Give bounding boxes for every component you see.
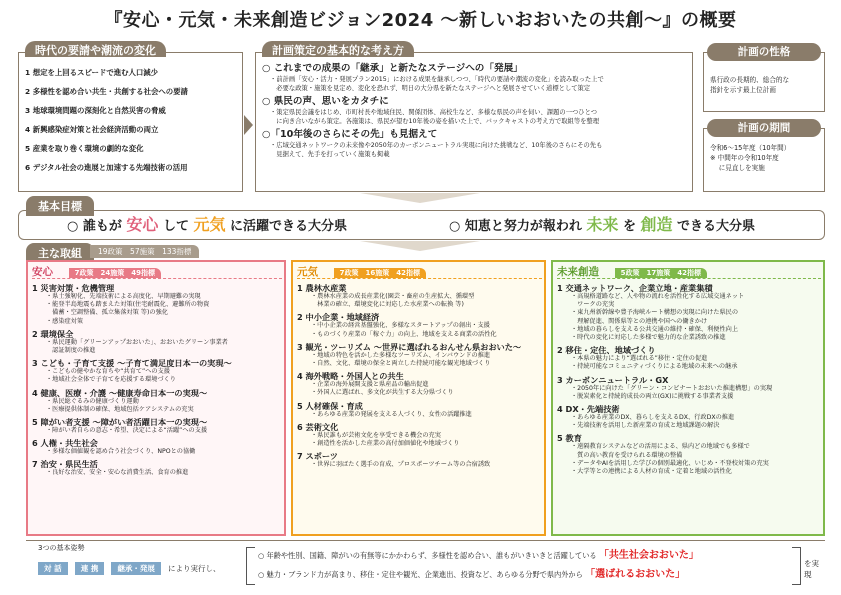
genki-item-detail: ・地域の特色を活かした多様なツーリズム、インバウンドの推進 ・自然、文化、環境の保全と両立した持続可能な観光地域づくり <box>311 351 491 368</box>
genki-item-detail: ・県民誰もが芸術文化を享受できる機会の充実 ・創造性を活かした産業の高付加価値化や地域づくり <box>311 431 460 448</box>
goal-souzou: 創造 <box>640 215 673 234</box>
nature-label: 計画の性格 <box>707 43 821 61</box>
mirai-item-detail: ・遠隔教育システムなどの活用による、県内どの地域でも多様で 質の高い教育を受けられる環境の整備 ・データやAIを活用した学びの個別最適化、いじめ・不登校対策の充実 ・大学等との連携による人材の育成・定着と地域の活性化 <box>571 443 769 476</box>
mirai-item-detail: ・高規格道路など、人や物の流れを活性化する広域交通ネット ワークの充実 ・東九州新幹線や豊予海峡ルート構想の実現に向けた県民の 理解促進、関係県等との連携や国への働きかけ ・地域の暮らしを支える公共交通の維持・確保、利便性向上 ・時代の変化に対応した多様で魅力的な企業誘致の推進 <box>571 293 745 342</box>
anshin-stats: 7政策 24施策 49指標 <box>69 268 161 278</box>
main-stats: 19政策 57施策 133指標 <box>90 245 199 258</box>
anshin-item-title: 4 健康、医療・介護 ～健康寿命日本一の実現～ <box>32 387 208 398</box>
footer-bracket <box>246 547 255 585</box>
genki-item-title: 4 海外戦略・外国人との共生 <box>297 371 404 382</box>
goal-left-c: して <box>162 219 189 234</box>
goal-genki: 元気 <box>193 215 226 234</box>
mirai-item-detail: ・本県の魅力により“選ばれる”移住・定住の促進 ・持続可能なコミュニティづくりによる地域の未来への継承 <box>571 355 738 371</box>
pill-dialogue: 対 話 <box>38 562 68 575</box>
genki-item-title: 2 中小企業・地域経済 <box>297 312 380 323</box>
goal-anshin: 安心 <box>126 215 159 234</box>
goal-right-e: できる大分県 <box>677 219 756 234</box>
trend-item: 5 産業を取り巻く環境の劇的な変化 <box>25 144 144 153</box>
anshin-item-title: 2 環境保全 <box>32 328 74 339</box>
period-body: 令和6～15年度（10年間） ※ 中間年の令和10年度 に見直しを実施 <box>710 144 791 172</box>
trend-item: 1 想定を上回るスピードで進む人口減少 <box>25 68 159 77</box>
genki-item-detail: ・農林水産業の成長産業化(園芸・畜産の生産拡大、循環型 林業の確立、環境変化に対応した水産業への転換 等) <box>311 293 475 309</box>
mirai-column <box>551 260 825 536</box>
period-box <box>703 122 825 192</box>
arrow-down-goal <box>360 193 480 203</box>
footer-hl1: 「共生社会おおいた」 <box>598 550 699 561</box>
anshin-column <box>26 260 286 536</box>
plan-point-head: ○ 県民の声、思いをカタチに <box>262 96 389 107</box>
genki-item-title: 6 芸術文化 <box>297 421 339 432</box>
footer <box>26 540 825 588</box>
plan-point-head: ○ これまでの成果の「継承」と新たなステージへの「発展」 <box>262 63 523 74</box>
genki-name: 元気 <box>297 266 318 278</box>
anshin-item-title: 3 こども・子育て支援 ～子育て満足度日本一の実現～ <box>32 358 232 369</box>
goal-left-e: に活躍できる大分県 <box>230 219 348 234</box>
plan-point-head: ○「10年後のさらにその先」も見据えて <box>262 129 438 140</box>
genki-item-title: 5 人材確保・育成 <box>297 400 363 411</box>
footer-hl2: 「選ばれるおおいた」 <box>585 569 686 580</box>
nature-body: 県行政の長期的、総合的な 指針を示す最上位計画 <box>710 76 790 94</box>
anshin-item-detail: ・県民運動「グリーンアップおおいた」、おおいたグリーン事業者 認証制度の推進 <box>46 338 228 355</box>
plan-box <box>255 44 693 192</box>
goal-banner <box>18 210 825 240</box>
mirai-item-title: 5 教育 <box>557 433 582 444</box>
genki-item-title: 7 スポーツ <box>297 451 338 462</box>
mirai-item-title: 2 移住・定住、地域づくり <box>557 345 656 356</box>
mirai-item-title: 3 カーボンニュートラル・GX <box>557 374 669 385</box>
footer-bracket-right <box>792 547 801 585</box>
plan-point-body: ・前計画「安心・活力・発展プラン2015」における成果を継承しつつ、「時代の要請や潮流の変化」を読み取った上で 必要な政策・施策を見定め、変化を恐れず、明日の大分県を新たなステージへと発展させていく道標として策定 <box>270 76 604 92</box>
anshin-item-detail: ・県民総ぐるみの健康づくり運動 ・医療提供体制の確保、地域包括ケアシステムの充実 <box>46 397 194 413</box>
trends-label: 時代の要請や潮流の変化 <box>25 41 166 57</box>
goal-right-c: を <box>622 219 636 234</box>
anshin-item-detail: ・多様な価値観を認め合う社会づくり、NPOとの協働 <box>46 448 196 456</box>
footer-line2: ○ 魅力・ブランド力が高まり、移住・定住や観光、企業進出、投資など、あらゆる分野で県内外から <box>258 570 583 579</box>
period-label: 計画の期間 <box>707 119 821 137</box>
anshin-item-detail: ・障がい者自らの意志・希望、決定による“活躍”への支援 <box>46 427 208 435</box>
arrow-right <box>244 115 253 135</box>
genki-item-detail: ・中小企業の経営基盤強化、多様なスタートアップの創出・支援 ・ものづくり産業の「稼ぐ力」の向上、地域を支える商業の活性化 <box>311 322 497 338</box>
plan-point-body: ・広域交通ネットワークの未来像や2050年のカーボンニュートラル実現に向けた挑戦など、10年後のさらにその先も 見据えて、先手を打っていく施策も掲載 <box>270 142 603 158</box>
pill-cooperation: 連 携 <box>75 562 105 575</box>
anshin-item-detail: ・こどもの健やかな育ちや“共育て”への支援 ・地域社会全体で子育てを応援する環境づくり <box>46 368 176 384</box>
mirai-name: 未来創造 <box>557 266 599 278</box>
mirai-stats: 5政策 17施策 42指標 <box>615 268 707 278</box>
footer-line1: ○ 年齢や性別、国籍、障がいの有無等にかかわらず、多様性を認め合い、誰もがいきいきと活躍している <box>258 551 597 560</box>
mirai-items <box>557 280 823 476</box>
trend-item: 6 デジタル社会の進展と加速する先端技術の活用 <box>25 163 188 172</box>
mirai-item-detail: ・あらゆる産業のDX、暮らしを支えるDX、行政DXの推進 ・先端技術を活用した新産業の育成と地域課題の解決 <box>571 414 735 430</box>
trend-item: 4 新興感染症対策と社会経済活動の両立 <box>25 125 159 134</box>
trend-item: 2 多様性を認め合い共生・共創する社会への要請 <box>25 87 188 96</box>
goal-right-a: ○ 知恵と努力が報われ <box>449 219 582 234</box>
mirai-item-title: 4 DX・先端技術 <box>557 404 620 415</box>
genki-item-detail: ・企業の海外展開支援と県産品の輸出促進 ・外国人に選ばれ、多文化が共生する大分県づくり <box>311 381 454 397</box>
mirai-item-detail: ・2050年に向けた「グリーン・コンビナートおおいた推進構想」の実現 ・脱炭素化と持続的成長の両立(GX)に挑戦する事業者支援 <box>571 384 773 400</box>
genki-item-detail: ・世界に羽ばたく選手の育成、プロスポーツチーム等の合宿誘致 <box>311 461 491 469</box>
plan-label: 計画策定の基本的な考え方 <box>262 41 414 57</box>
trend-item: 3 地球環境問題の深刻化と自然災害の脅威 <box>25 106 166 115</box>
page-title: 『安心・元気・未来創造ビジョン2024 ～新しいおおいたの共創～』の概要 <box>104 10 737 31</box>
anshin-name: 安心 <box>32 266 53 278</box>
anshin-item-title: 5 障がい者支援 ～障がい者活躍日本一の実現～ <box>32 417 208 428</box>
plan-point-body: ・策定県民会議をはじめ、市町村長や地域住民、関係団体、高校生など、多様な県民の声を伺い、課題の一つひとつ に向き合いながら策定。各施策は、県民が望む10年後の姿を描いた上で、バックキャストの考え方で取組等を整理 <box>270 109 600 125</box>
anshin-item-title: 6 人権・共生社会 <box>32 438 98 449</box>
trends-list <box>25 63 240 177</box>
anshin-items <box>32 280 284 478</box>
footer-tail: を実現 <box>804 559 819 579</box>
goal-mirai: 未来 <box>586 215 619 234</box>
genki-column <box>291 260 546 536</box>
nature-box <box>703 46 825 112</box>
anshin-item-detail: ・県土強靭化、先端技術による高度化、早期避難の実現 ・能登半島地震も踏まえた対策(住宅耐震化、避難所の物資 備蓄・空調整備、孤立集落対策 等)の強化 ・感染症対策 <box>46 293 210 325</box>
genki-stats: 7政策 16施策 42指標 <box>334 268 426 278</box>
main-label: 主な取組 <box>26 243 94 263</box>
genki-item-title: 3 観光・ツーリズム ～世界に選ばれるおんせん県おおいた～ <box>297 341 522 352</box>
arrow-down-main <box>360 241 480 251</box>
footer-label: 3つの基本姿勢 <box>38 544 85 552</box>
genki-item-title: 1 農林水産業 <box>297 283 347 293</box>
anshin-item-title: 7 治安・県民生活 <box>32 459 98 470</box>
genki-items <box>297 280 544 469</box>
footer-connector: により実行し、 <box>168 564 221 573</box>
pill-succession: 継承・発展 <box>111 562 161 575</box>
plan-points <box>262 63 690 159</box>
trends-box <box>18 44 243 192</box>
genki-item-detail: ・あらゆる産業の発展を支える人づくり、女性の活躍推進 <box>311 410 472 418</box>
mirai-item-title: 1 交通ネットワーク、企業立地・産業集積 <box>557 283 713 293</box>
anshin-item-detail: ・良好な治安、安全・安心な消費生活、食育の推進 <box>46 469 189 477</box>
anshin-item-title: 1 災害対策・危機管理 <box>32 283 115 293</box>
goal-left-a: ○ 誰もが <box>67 219 122 234</box>
goal-label: 基本目標 <box>26 196 94 216</box>
